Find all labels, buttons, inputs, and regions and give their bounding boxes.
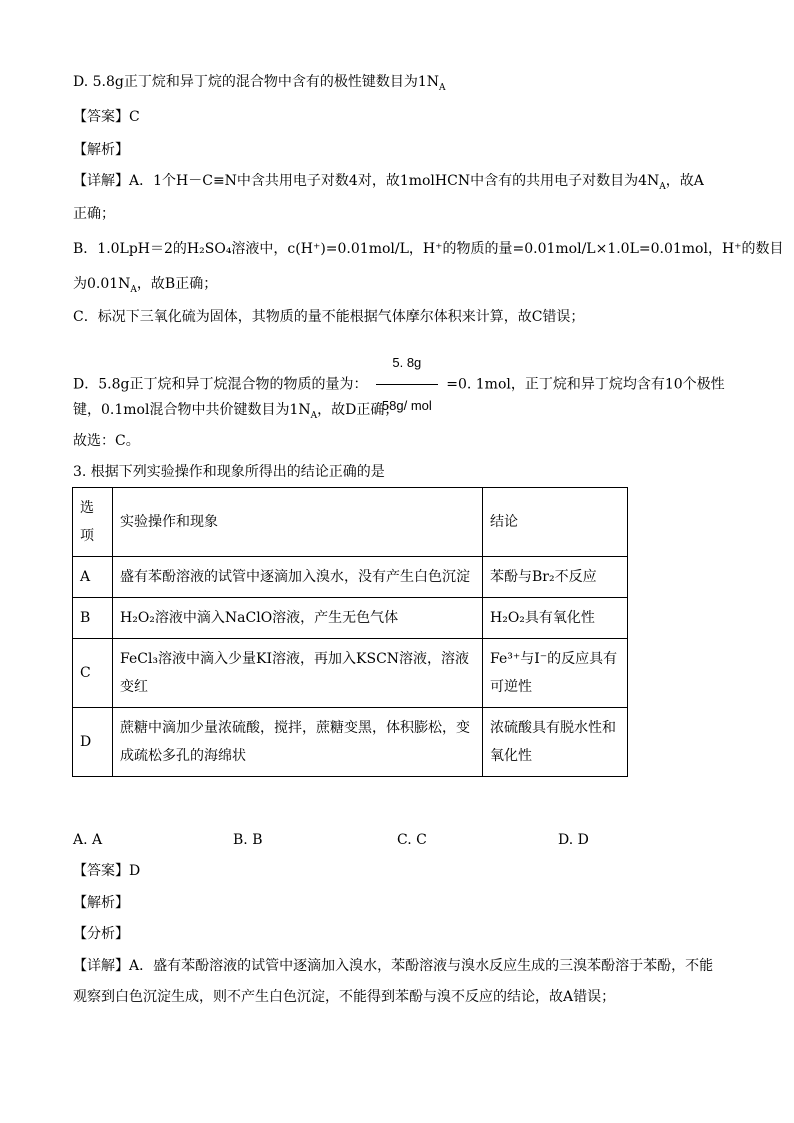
table-row: D 蔗糖中滴加少量浓硫酸，搅拌，蔗糖变黑，体积膨松，变成疏松多孔的海绵状 浓硫酸具有脱水性和氧化性 bbox=[73, 708, 628, 777]
table-row: B H₂O₂溶液中滴入NaClO溶液，产生无色气体 H₂O₂具有氧化性 bbox=[73, 598, 628, 639]
detail-d-line-1: D．5.8g正丁烷和异丁烷混合物的物质的量为： $\frac{5. 8g}{\text{58g/ mol}}$ =0. 1mol，正丁烷和异丁烷均含有10个极性 bbox=[73, 344, 725, 425]
analysis-heading-1: 【解析】 bbox=[73, 142, 129, 158]
table-row: A 盛有苯酚溶液的试管中逐滴加入溴水，没有产生白色沉淀 苯酚与Br₂不反应 bbox=[73, 557, 628, 598]
option-d: D. D bbox=[558, 832, 589, 848]
choose-line: 故选：C。 bbox=[73, 433, 140, 449]
header-conclusion: 结论 bbox=[483, 488, 628, 557]
option-b: B. B bbox=[233, 832, 263, 848]
table-row: C FeCl₃溶液中滴入少量KI溶液，再加入KSCN溶液，溶液变红 Fe³⁺与I⁻的反应具有可逆性 bbox=[73, 639, 628, 708]
analysis-heading-2: 【解析】 bbox=[73, 895, 129, 911]
answer-line-1: 【答案】C bbox=[73, 109, 140, 125]
option-d-statement: D. 5.8g正丁烷和异丁烷的混合物中含有的极性键数目为$1N_A$ bbox=[73, 74, 446, 93]
option-a: A. A bbox=[73, 832, 103, 848]
detail-line-1: 【详解】A．1个H－C≡N中含共用电子对数4对，故1molHCN中含有的共用电子对数目为$4N_A$，故A bbox=[73, 173, 704, 192]
option-c: C. C bbox=[397, 832, 427, 848]
detail-line-1-cont: 正确； bbox=[73, 206, 115, 222]
detail-d-line-2: 键，0.1mol混合物中共价键数目为$1N_A$，故D正确； bbox=[73, 402, 399, 421]
detail-line-2-cont: 观察到白色沉淀生成，则不产生白色沉淀，不能得到苯酚与溴不反应的结论，故A错误； bbox=[73, 989, 616, 1005]
fenxi-heading: 【分析】 bbox=[73, 926, 129, 942]
header-option: 选项 bbox=[73, 488, 113, 557]
table-header-row bbox=[73, 488, 628, 557]
answer-line-2: 【答案】D bbox=[73, 863, 141, 879]
question-3-table bbox=[72, 487, 628, 777]
detail-c-line: C．标况下三氧化硫为固体，其物质的量不能根据气体摩尔体积来计算，故C错误； bbox=[73, 309, 585, 325]
question-3-stem: 3. 根据下列实验操作和现象所得出的结论正确的是 bbox=[73, 464, 385, 480]
detail-b-line-1: B．1.0LpH＝2的H₂SO₄溶液中，c(H⁺)=0.01mol/L，H⁺的物质的量=0.01mol/L×1.0L=0.01mol，H⁺的数目 bbox=[73, 241, 784, 257]
header-operation: 实验操作和现象 bbox=[113, 488, 483, 557]
detail-line-2: 【详解】A．盛有苯酚溶液的试管中逐滴加入溴水，苯酚溶液与溴水反应生成的三溴苯酚溶于苯酚，不能 bbox=[73, 958, 714, 974]
answer-options bbox=[73, 832, 633, 850]
detail-b-line-2: 为$0.01N_A$，故B正确； bbox=[73, 276, 218, 295]
moles-fraction: $\frac{5. 8g}{\text{58g/ mol}}$ bbox=[376, 344, 438, 425]
